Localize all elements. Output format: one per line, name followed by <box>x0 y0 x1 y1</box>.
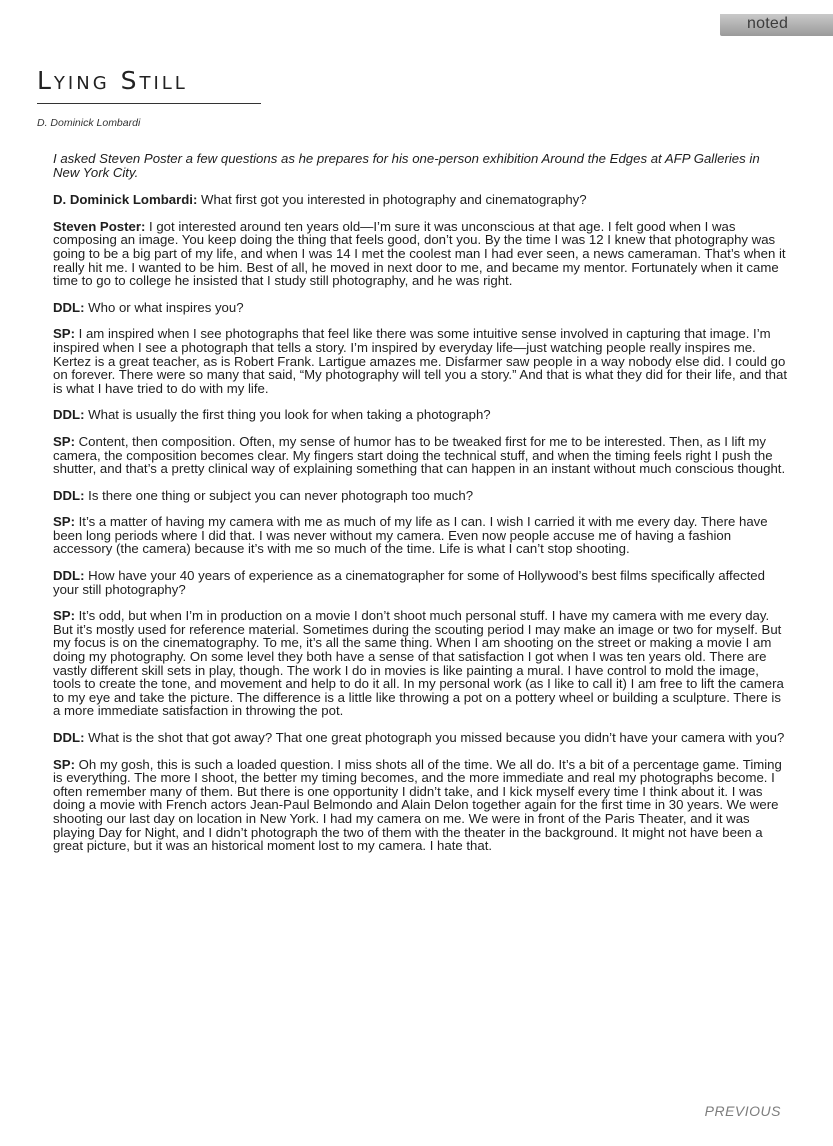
speaker-label: SP: <box>53 514 75 530</box>
paragraph-text: What is the shot that got away? That one great photograph you missed because you didn’t have your camera with you? <box>84 730 785 745</box>
interview-paragraph <box>53 489 788 503</box>
paragraph-text: What first got you interested in photography and cinematography? <box>197 192 587 208</box>
paragraph-text: It’s a matter of having my camera with me as much of my life as I can. I wish I carried it with me every day. There have been long periods where I did that. I was never without my camera. Even now people accuse me of having a fashion accessory (the camera) because it’s with me so much of the time. Life is what I can’t stop shooting. <box>53 514 768 557</box>
speaker-label: D. Dominick Lombardi: <box>53 192 198 208</box>
speaker-label: SP: <box>53 608 75 624</box>
speaker-label: DDL: <box>53 568 85 584</box>
interview-paragraph <box>53 569 788 596</box>
paragraph-text: Who or what inspires you? <box>84 299 244 315</box>
article-body <box>53 152 788 866</box>
section-tab <box>720 14 833 36</box>
interview-paragraph <box>53 193 788 207</box>
paragraph-text: I got interested around ten years old—I’m sure it was unconscious at that age. I felt good when I was composing an image. You keep doing the thing that feels good, don’t you. By the time I was 12 I knew that photography was going to be a big part of my life, and when I was 14 I met the coolest man I had ever seen, a news cameraman. That’s when it really hit me. I wanted to be him. Best of all, he moved in next door to me, and became my mentor. Fortunately when it came time to go to college he insisted that I study still photography, and he was right. <box>53 218 786 289</box>
speaker-label: DDL: <box>53 730 85 745</box>
paragraph-text: How have your 40 years of experience as a cinematographer for some of Hollywood’s best films specifically affected your still photography? <box>53 568 765 597</box>
speaker-label: SP: <box>53 326 75 342</box>
speaker-label: DDL: <box>53 487 85 503</box>
interview-list <box>53 193 788 853</box>
interview-paragraph <box>53 435 788 476</box>
interview-paragraph <box>53 515 788 556</box>
speaker-label: SP: <box>53 756 75 772</box>
paragraph-text: What is usually the first thing you look for when taking a photograph? <box>84 407 491 423</box>
paragraph-text: I am inspired when I see photographs that feel like there was some intuitive sense involved in capturing that image. I’m inspired when I see a photograph that tells a story. I’m inspired by everyday life—just watching people really inspires me. Kertez is a great teacher, as is Robert Frank. Lartigue amazes me. Disfarmer saw people in a way nobody else did. I could go on forever. There were so many that said, “My photography will tell you a story.” And that is what they did for their life, and that is what I have tried to do with my life. <box>53 326 787 396</box>
speaker-label: DDL: <box>53 299 85 315</box>
paragraph-text: Is there one thing or subject you can never photograph too much? <box>84 487 474 503</box>
interview-paragraph <box>53 609 788 718</box>
article-title: Lying Still <box>37 66 188 95</box>
speaker-label: SP: <box>53 433 75 449</box>
interview-paragraph <box>53 301 788 315</box>
paragraph-text: Oh my gosh, this is such a loaded question. I miss shots all of the time. We all do. It’s a bit of a percentage game. Timing is everything. The more I shoot, the better my timing becomes, and the more immediate and real my photographs become. I often remember many of them. But there is one opportunity I didn’t take, and I kick myself every time I think about it. I was doing a movie with French actors Jean-Paul Belmondo and Alain Delon together again for the first time in 30 years. We were shooting our last day on location in New York. I had my camera on me. We were in front of the Paris Theater, and it was playing Day for Night, and I didn’t photograph the two of them with the theater in the background. It might not have been a great picture, but it was an historical moment lost to my camera. I hate that. <box>53 756 782 854</box>
paragraph-text: Content, then composition. Often, my sense of humor has to be tweaked first for me to be interested. Then, as I lift my camera, the composition becomes clear. My fingers start doing the technical stuff, and when the timing feels right I push the shutter, and that’s a pretty clinical way of explaining something that can happen in an instant without much conscious thought. <box>53 433 786 477</box>
speaker-label: DDL: <box>53 407 85 423</box>
previous-link[interactable]: PREVIOUS <box>704 1103 781 1119</box>
paragraph-text: It’s odd, but when I’m in production on a movie I don’t shoot much personal stuff. I have my camera with me every day. But it’s mostly used for reference material. Sometimes during the scouting period I may make an image or two for myself. But my focus is on the cinematography. To me, it’s all the same thing. When I am shooting on the street or making a movie I am doing my photography. On some level they both have a sense of that satisfaction I got when I was ten years old. There are vastly different skill sets in play, though. The work I do in movies is like painting a mural. I have control to mold the image, tools to create the tone, and movement and help to do it all. In my personal work (as I like to call it) I am free to lift the camera to my eye and take the picture. The difference is a little like throwing a pot on a pottery wheel or building a sculpture. There is a more immediate satisfaction in throwing the pot. <box>53 608 784 719</box>
intro-paragraph: I asked Steven Poster a few questions as he prepares for his one-person exhibition Around the Edges at AFP Galleries in New York City. <box>53 151 760 180</box>
interview-paragraph <box>53 408 788 422</box>
interview-paragraph <box>53 731 788 745</box>
section-tab-label: noted <box>747 15 789 32</box>
interview-paragraph <box>53 327 788 395</box>
interview-paragraph <box>53 758 788 853</box>
title-divider <box>37 103 261 104</box>
interview-paragraph <box>53 220 788 288</box>
byline: D. Dominick Lombardi <box>37 117 141 129</box>
speaker-label: Steven Poster: <box>53 218 146 234</box>
